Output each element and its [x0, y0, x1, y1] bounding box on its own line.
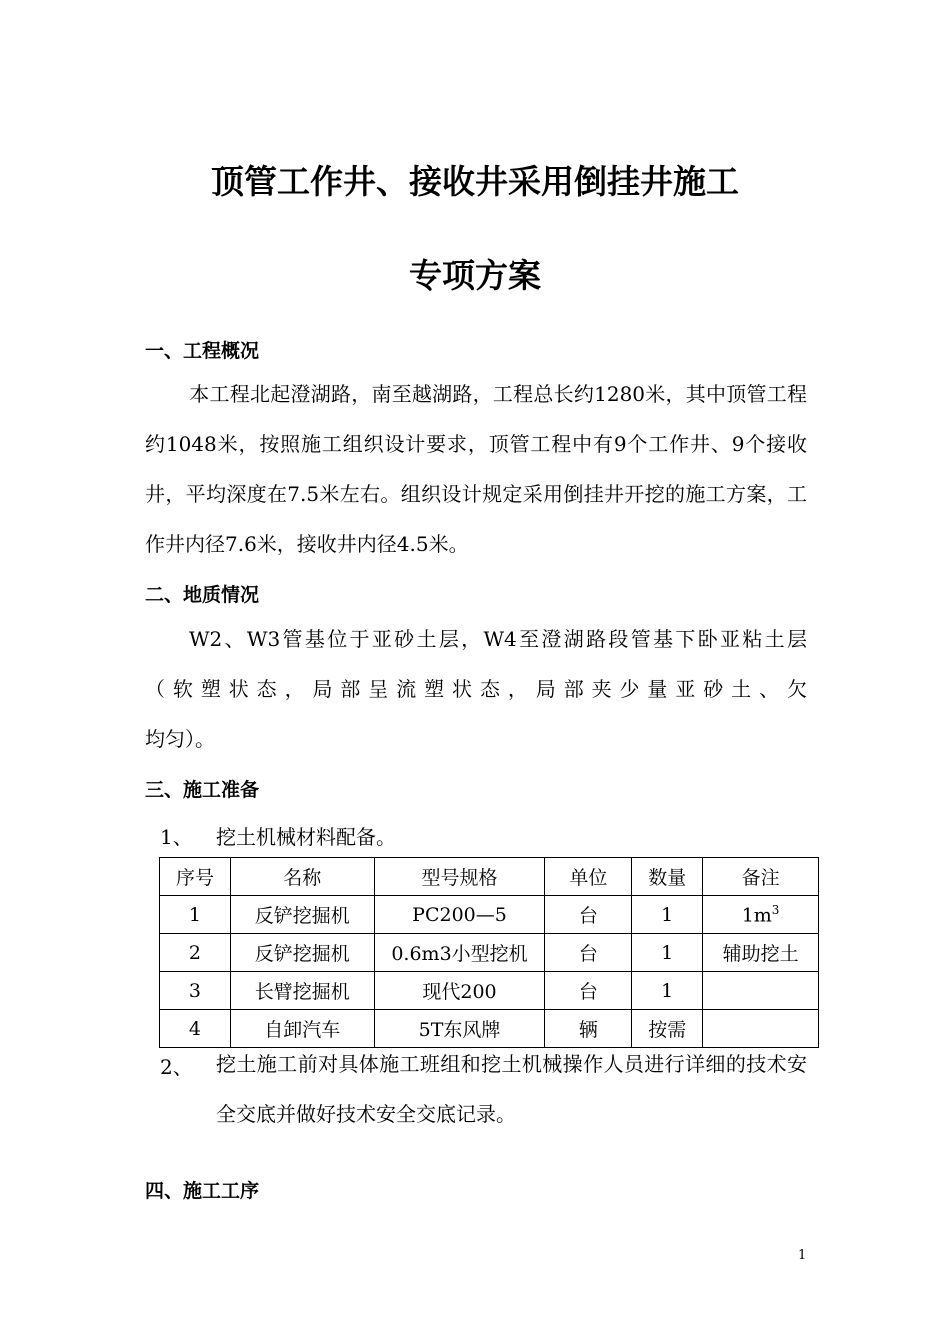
table-cell: 5T东风牌: [374, 1010, 545, 1048]
document-subtitle: 专项方案: [409, 256, 541, 295]
table-header-cell: 型号规格: [374, 858, 545, 896]
table-cell: 3: [160, 972, 231, 1010]
table-cell: 1: [160, 896, 231, 934]
list-item-2-number: 2、: [160, 1055, 193, 1079]
section-heading-overview: 一、工程概况: [145, 340, 260, 362]
table-row: [160, 896, 819, 934]
equipment-table: [159, 857, 819, 1048]
table-cell: 反铲挖掘机: [230, 934, 374, 972]
section-heading-geology: 二、地质情况: [145, 584, 260, 606]
table-cell: 2: [160, 934, 231, 972]
geology-text-c: 均匀）。: [145, 727, 215, 751]
table-row: [160, 934, 819, 972]
table-cell: PC200—5: [374, 896, 545, 934]
section-heading-preparation: 三、施工准备: [145, 779, 260, 801]
table-cell: 反铲挖掘机: [230, 896, 374, 934]
table-cell: 台: [545, 972, 632, 1010]
table-header-cell: 备注: [703, 858, 819, 896]
table-cell: 现代200: [374, 972, 545, 1010]
table-cell: 1: [632, 896, 703, 934]
table-header-cell: 名称: [230, 858, 374, 896]
table-cell: 台: [545, 896, 632, 934]
list-item-1-number: 1、: [160, 825, 193, 849]
list-item-1-text: 挖土机械材料配备。: [216, 825, 396, 849]
overview-paragraph: 本工程北起澄湖路，南至越湖路，工程总长约1280米，其中顶管工程约1048米，按照施工组织设计要求，顶管工程中有9个工作井、9个接收井，平均深度在7.5米左右。组织设计规定采用倒挂井开挖的施工方案，工作井内径7.6米，接收井内径4.5米。: [145, 382, 807, 556]
list-item-2-text: 挖土施工前对具体施工班组和挖土机械操作人员进行详细的技术安全交底并做好技术安全交底记录。: [216, 1052, 807, 1126]
section-overview-text: [145, 369, 807, 569]
section-heading-procedure: 四、施工工序: [145, 1180, 260, 1202]
table-cell: 辅助挖土: [703, 934, 819, 972]
table-cell: 按需: [632, 1010, 703, 1048]
geology-text-a: W2、W3管基位于亚砂土层，W4至澄湖路段管基下卧亚粘土层: [189, 627, 807, 651]
table-cell: 0.6m3小型挖机: [374, 934, 545, 972]
table-cell: [703, 896, 819, 934]
page-number: 1: [798, 1248, 807, 1263]
table-header-cell: 序号: [160, 858, 231, 896]
note-text: 1m: [741, 904, 772, 927]
table-row: [160, 972, 819, 1010]
table-cell: 台: [545, 934, 632, 972]
table-header-row: [160, 858, 819, 896]
document-title: 顶管工作井、接收井采用倒挂井施工: [211, 162, 739, 201]
note-superscript: 3: [771, 902, 780, 917]
geology-text-b: （软塑状态，局部呈流塑状态，局部夹少量亚砂土、欠: [145, 677, 807, 701]
geology-line-1: [145, 614, 807, 664]
table-header-cell: 单位: [545, 858, 632, 896]
table-cell: 辆: [545, 1010, 632, 1048]
geology-line-2: [145, 664, 807, 714]
table-cell: 1: [632, 972, 703, 1010]
table-cell: 4: [160, 1010, 231, 1048]
table-cell: 1: [632, 934, 703, 972]
table-header-cell: 数量: [632, 858, 703, 896]
geology-line-3: [145, 714, 807, 764]
table-cell: 自卸汽车: [230, 1010, 374, 1048]
table-cell: [703, 972, 819, 1010]
table-cell: 长臂挖掘机: [230, 972, 374, 1010]
